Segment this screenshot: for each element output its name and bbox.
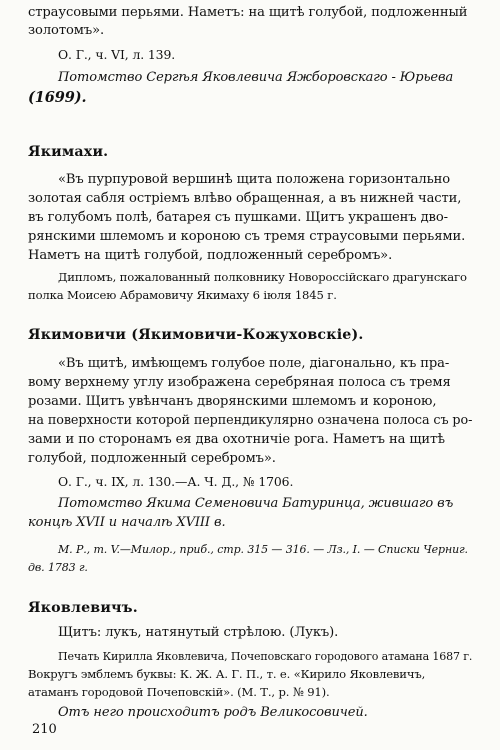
- text-line: «Въ щитѣ, имѣющемъ голубое поле, діагонально, къ пра-: [58, 356, 450, 371]
- source-reference: полка Моисею Абрамовичу Якимаху 6 іюля 1845 г.: [28, 288, 337, 302]
- source-reference: Дипломъ, пожалованный полковнику Новороссійскаго драгунскаго: [58, 270, 467, 284]
- lineage-note: Потомство Якима Семеновича Батуринца, жившаго въ: [58, 496, 454, 511]
- source-reference: Вокругъ эмблемъ буквы: К. Ж. А. Г. П., т. е. «Кирило Яковлевичъ,: [28, 667, 426, 681]
- lineage-note: (1699).: [28, 89, 87, 106]
- lineage-note: Потомство Сергѣя Яковлевича Яжборовскаго - Юрьева: [58, 70, 454, 85]
- source-reference: О. Г., ч. VI, л. 139.: [58, 47, 176, 62]
- source-reference: М. Р., т. V.—Милор., приб., стр. 315 — 316. — Лз., I. — Списки Черниг.: [58, 543, 468, 556]
- lineage-note: концѣ XVII и началѣ XVIII в.: [28, 515, 226, 530]
- section-heading: Яковлевичъ.: [28, 600, 138, 616]
- text-line: розами. Щитъ увѣнчанъ дворянскими шлемомъ и короною,: [28, 394, 437, 409]
- text-line: вому верхнему углу изображена серебряная полоса съ тремя: [28, 375, 451, 390]
- section-heading: Якимахи.: [28, 144, 109, 160]
- text-line: голубой, подложенный серебромъ».: [28, 451, 276, 466]
- text-line: рянскими шлемомъ и короною съ тремя страусовыми перьями.: [28, 229, 466, 244]
- source-reference: О. Г., ч. IX, л. 130.—А. Ч. Д., № 1706.: [58, 474, 294, 489]
- text-line: страусовыми перьями. Наметъ: на щитѣ голубой, подложенный: [28, 5, 468, 20]
- section-heading: Якимовичи (Якимовичи-Кожуховскіе).: [28, 327, 364, 343]
- lineage-note: Отъ него происходитъ родъ Великосовичей.: [58, 705, 368, 720]
- text-line: золотомъ».: [28, 23, 105, 38]
- source-reference: Печать Кирилла Яковлевича, Почеповскаго городового атамана 1687 г.: [58, 649, 473, 663]
- text-line: на поверхности которой перпендикулярно означена полоса съ ро-: [28, 413, 473, 428]
- text-line: «Въ пурпуровой вершинѣ щита положена горизонтально: [58, 172, 451, 187]
- text-line: золотая сабля остріемъ влѣво обращенная, а въ нижней части,: [28, 191, 462, 206]
- text-line: Щитъ: лукъ, натянутый стрѣлою. (Лукъ).: [58, 625, 339, 640]
- text-line: въ голубомъ полѣ, батарея съ пушками. Щитъ украшенъ дво-: [28, 210, 448, 225]
- source-reference: атаманъ городовой Почеповскій». (М. Т., р. № 91).: [28, 685, 330, 699]
- source-reference: дв. 1783 г.: [28, 561, 88, 574]
- text-line: Наметъ на щитѣ голубой, подложенный серебромъ».: [28, 248, 393, 263]
- text-line: зами и по сторонамъ ея два охотничіе рога. Наметъ на щитѣ: [28, 432, 445, 447]
- page-number: 210: [32, 722, 57, 737]
